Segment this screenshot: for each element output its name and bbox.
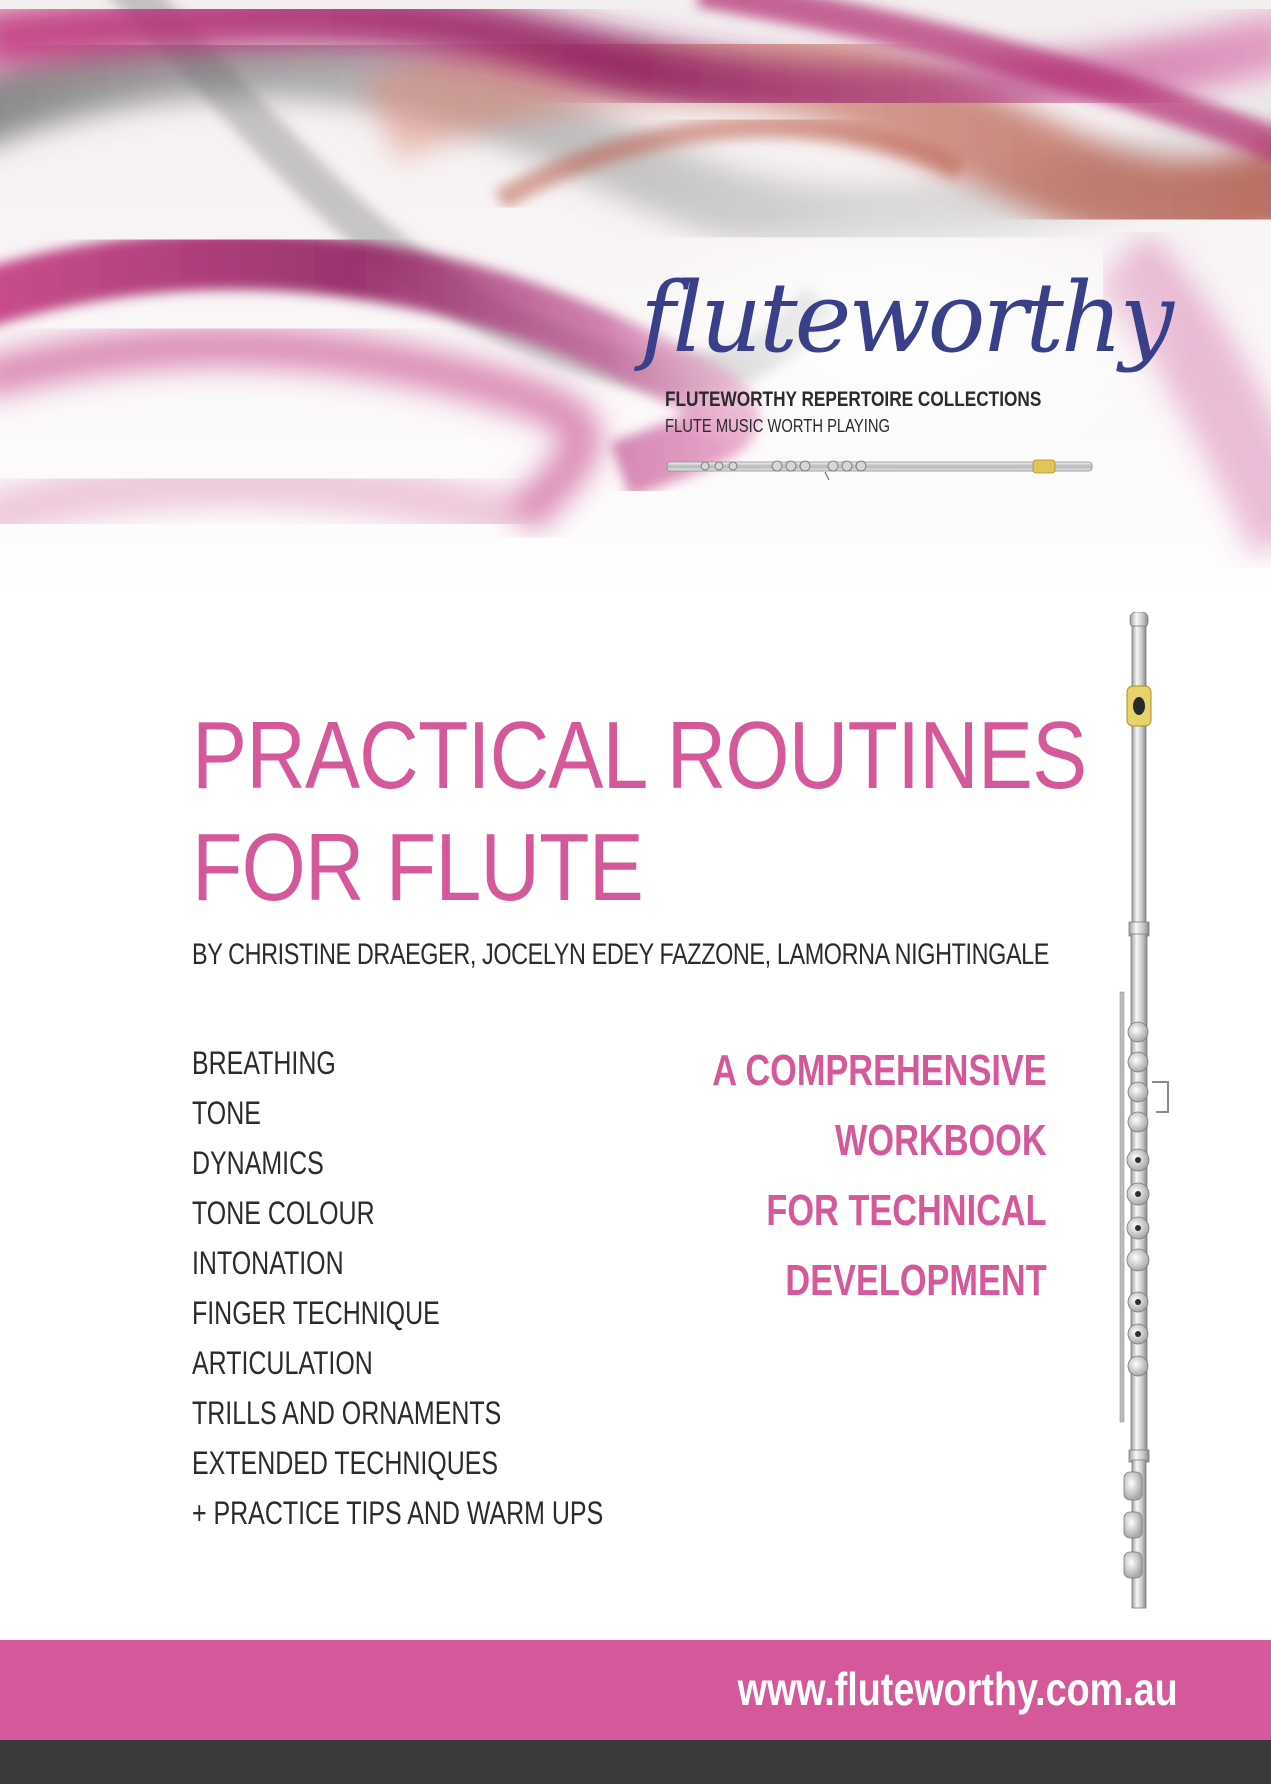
logo-wordmark: fluteworthy [640, 262, 1171, 374]
authors-line: BY CHRISTINE DRAEGER, JOCELYN EDEY FAZZONE, LAMORNA NIGHTINGALE [192, 938, 1050, 971]
list-item: BREATHING [192, 1045, 336, 1081]
list-item: EXTENDED TECHNIQUES [192, 1445, 499, 1481]
bottom-strip [0, 1740, 1271, 1784]
website-link[interactable]: www.fluteworthy.com.au [737, 1663, 1178, 1715]
fluteworthy-logo [640, 262, 1171, 436]
tagline-line: WORKBOOK [835, 1116, 1047, 1165]
book-title [192, 700, 1086, 924]
list-item: ARTICULATION [192, 1345, 373, 1381]
logo-collection-name: FLUTEWORTHY REPERTOIRE COLLECTIONS [665, 388, 1042, 411]
flute-photo-icon [1094, 612, 1184, 1612]
list-item: + PRACTICE TIPS AND WARM UPS [192, 1495, 604, 1531]
list-item: TONE [192, 1095, 261, 1131]
list-item: TRILLS AND ORNAMENTS [192, 1395, 502, 1431]
tagline-line: A COMPREHENSIVE [712, 1046, 1047, 1095]
tagline [618, 1036, 1047, 1316]
title-line-2: FOR FLUTE [192, 814, 643, 921]
tagline-line: FOR TECHNICAL [766, 1186, 1047, 1235]
tagline-line: DEVELOPMENT [785, 1256, 1047, 1305]
title-line-1: PRACTICAL ROUTINES [192, 702, 1087, 809]
footer-bar [0, 1640, 1271, 1740]
list-item: INTONATION [192, 1245, 344, 1281]
flute-illustration-icon [665, 454, 1095, 484]
list-item: FINGER TECHNIQUE [192, 1295, 440, 1331]
logo-slogan: FLUTE MUSIC WORTH PLAYING [665, 416, 890, 436]
list-item: DYNAMICS [192, 1145, 324, 1181]
list-item: TONE COLOUR [192, 1195, 375, 1231]
